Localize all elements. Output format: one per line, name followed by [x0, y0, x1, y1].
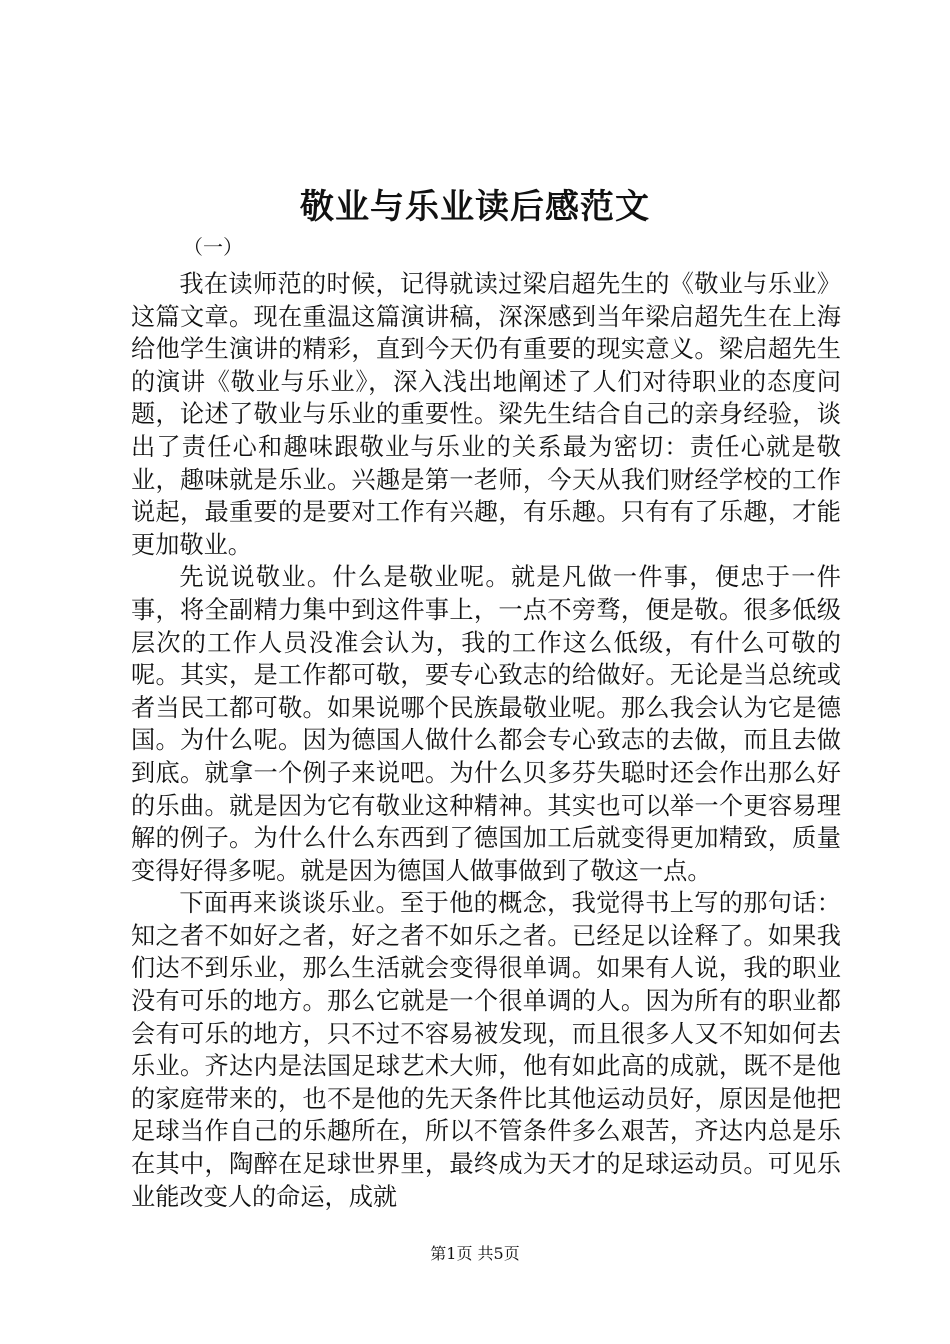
- paragraph-3: 下面再来谈谈乐业。至于他的概念，我觉得书上写的那句话：知之者不如好之者，好之者不如乐之者。已经足以诠释了。如果我们达不到乐业，那么生活就会变得很单调。如果有人说，我的职业没有可乐的地方。那么它就是一个很单调的人。因为所有的职业都会有可乐的地方，只不过不容易被发现，而且很多人又不知如何去乐业。齐达内是法国足球艺术大师，他有如此高的成就，既不是他的家庭带来的，也不是他的先天条件比其他运动员好，原因是他把足球当作自己的乐趣所在，所以不管条件多么艰苦，齐达内总是乐在其中，陶醉在足球世界里，最终成为天才的足球运动员。可见乐业能改变人的命运，成就: [131, 889, 841, 1211]
- page-footer: 第1页 共5页: [430, 1244, 520, 1263]
- paragraph-2: 先说说敬业。什么是敬业呢。就是凡做一件事，便忠于一件事，将全副精力集中到这件事上，一点不旁骛，便是敬。很多低级层次的工作人员没准会认为，我的工作这么低级，有什么可敬的呢。其实，是工作都可敬，要专心致志的给做好。无论是当总统或者当民工都可敬。如果说哪个民族最敬业呢。那么我会认为它是德国。为什么呢。因为德国人做什么都会专心致志的去做，而且去做到底。就拿一个例子来说吧。为什么贝多芬失聪时还会作出那么好的乐曲。就是因为它有敬业这种精神。其实也可以举一个更容易理解的例子。为什么什么东西到了德国加工后就变得更加精致，质量变得好得多呢。就是因为德国人做事做到了敬这一点。: [131, 563, 841, 885]
- document-title: 敬业与乐业读后感范文: [300, 187, 650, 227]
- paragraph-1: 我在读师范的时候，记得就读过梁启超先生的《敬业与乐业》这篇文章。现在重温这篇演讲稿，深深感到当年梁启超先生在上海给他学生演讲的精彩，直到今天仍有重要的现实意义。梁启超先生的演讲《敬业与乐业》，深入浅出地阐述了人们对待职业的态度问题，论述了敬业与乐业的重要性。梁先生结合自己的亲身经验，谈出了责任心和趣味跟敬业与乐业的关系最为密切：责任心就是敬业，趣味就是乐业。兴趣是第一老师，今天从我们财经学校的工作说起，最重要的是要对工作有兴趣，有乐趣。只有有了乐趣，才能更加敬业。: [131, 270, 841, 559]
- document-body: [131, 268, 841, 1213]
- section-label: （一）: [183, 235, 243, 259]
